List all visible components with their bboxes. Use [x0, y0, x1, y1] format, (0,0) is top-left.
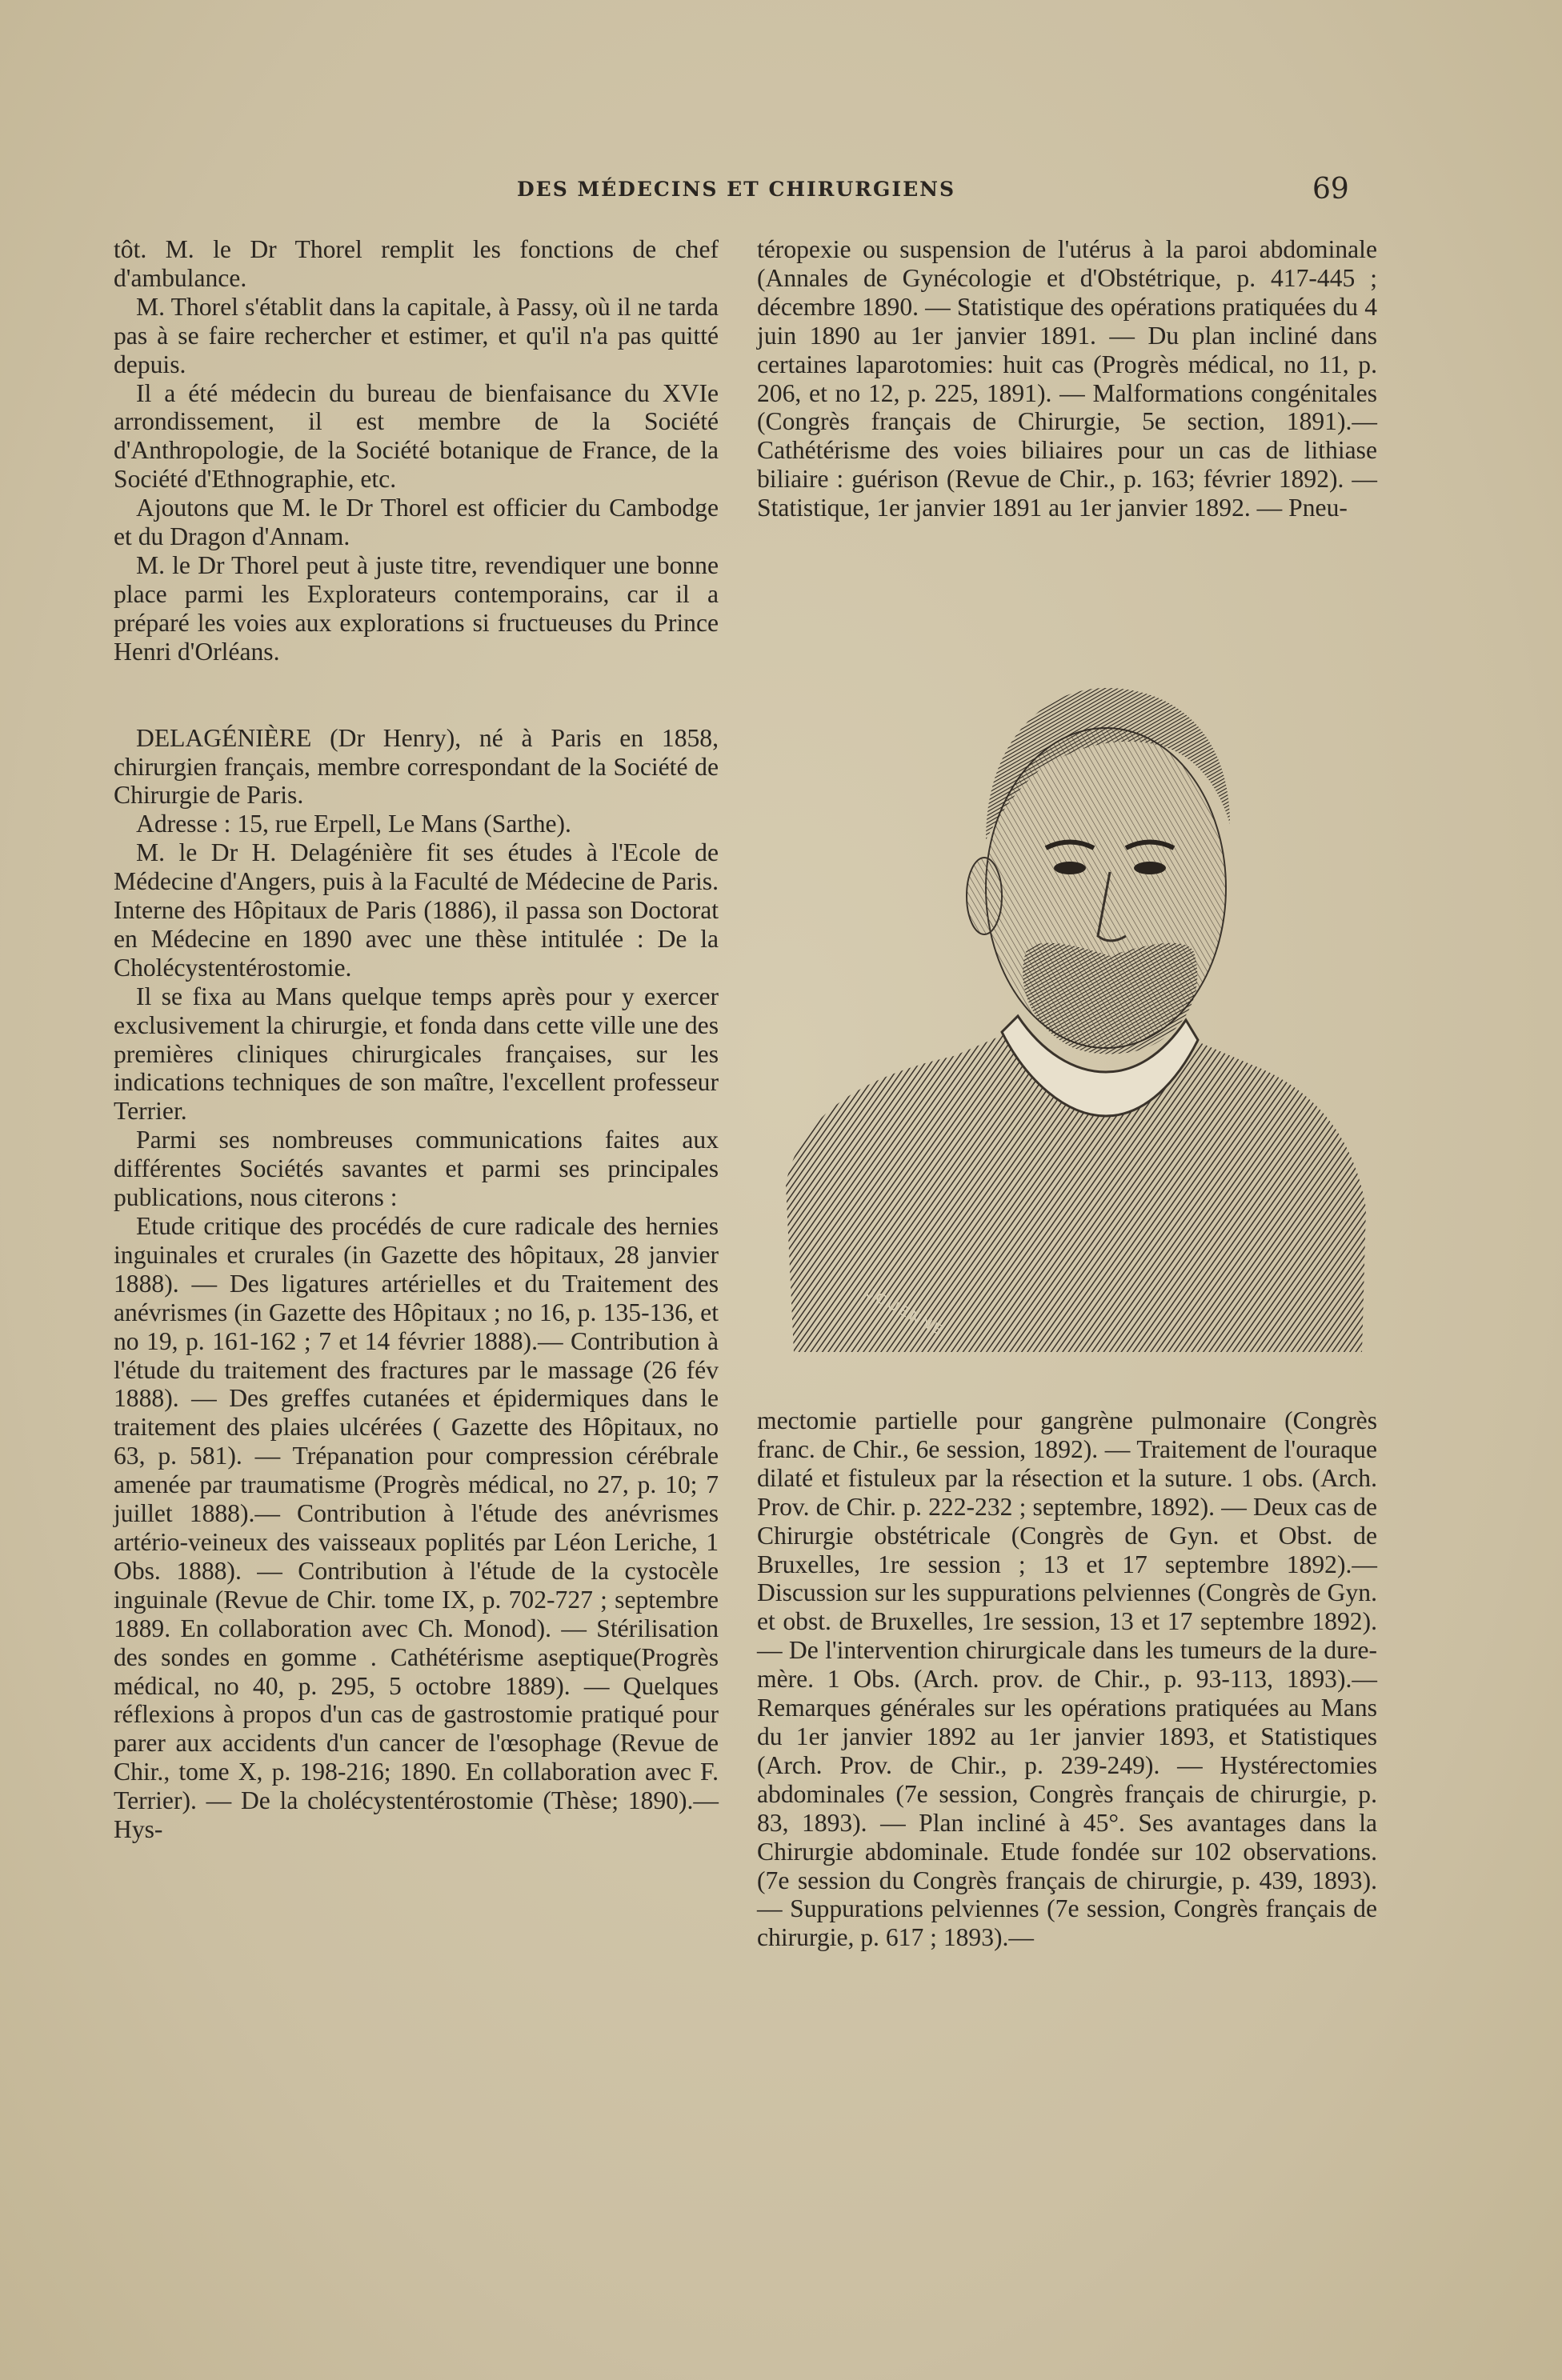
portrait-engraving — [770, 656, 1378, 1360]
publications-continued: téropexie ou suspension de l'utérus à la paroi abdominale (Annales de Gynécologie et d'Obstétrique, p. 417-445 ; décembre 1890. — Statistique des opérations pratiquées du 4 juin 1890 au 1er janvier 1891. — Du plan incliné dans certaines laparotomies: huit cas (Progrès médical, no 11, p. 206, et no 12, p. 225, 1891). — Malformations congénitales (Congrès français de Chirurgie, 5e section, 1891).— Cathétérisme des voies biliaires pour un cas de lithiase biliaire : guérison (Revue de Chir., p. 163; février 1892). — Statistique, 1er janvier 1891 au 1er janvier 1892. — Pneu- — [757, 235, 1377, 522]
thorel-paragraph: Ajoutons que M. le Dr Thorel est officier du Cambodge et du Dragon d'Annam. — [114, 494, 719, 551]
delageniere-paragraph: Parmi ses nombreuses communications faites aux différentes Sociétés savantes et parmi ses principales publications, nous citerons : — [114, 1126, 719, 1212]
delageniere-heading-paragraph: DELAGÉNIÈRE (Dr Henry), né à Paris en 1858, chirurgien français, membre correspondant de la Société de Chirurgie de Paris. — [114, 723, 719, 810]
right-column-bottom — [757, 1406, 1377, 1952]
thorel-paragraph: M. le Dr Thorel peut à juste titre, revendiquer une bonne place parmi les Explorateurs contemporains, car il a préparé les voies aux explorations si fructueuses du Prince Henri d'Orléans. — [114, 550, 719, 666]
right-column-top — [757, 235, 1377, 522]
delageniere-paragraph: Il se fixa au Mans quelque temps après pour y exercer exclusivement la chirurgie, et fonda dans cette ville une des premières cliniques chirurgicales françaises, sur les indications techniques de son maître, l'excellent professeur Terrier. — [114, 982, 719, 1126]
left-column — [114, 235, 719, 1844]
page-number: 69 — [1312, 173, 1349, 206]
delageniere-paragraph: Adresse : 15, rue Erpell, Le Mans (Sarthe). — [136, 810, 571, 838]
section-gap — [114, 666, 719, 724]
publications-list: Etude critique des procédés de cure radicale des hernies inguinales et crurales (in Gazette des hôpitaux, 28 janvier 1888). — Des ligatures artérielles et du Traitement des anévrismes (in Gazette des Hôpitaux ; no 16, p. 135-136, et no 19, p. 161-162 ; 7 et 14 février 1888).— Contribution à l'étude du traitement des fractures par le massage (26 fév 1888). — Des greffes cutanées et épidermiques dans le traitement des plaies ulcérées ( Gazette des Hôpitaux, no 63, p. 581). — Trépanation pour compression cérébrale amenée par traumatisme (Progrès médical, no 27, p. 10; 7 juillet 1888).— Contribution à l'étude des anévrismes artério-veineux des vaisseaux poplités par Léon Leriche, 1 Obs. 1888). — Contribution à l'étude de la cystocèle inguinale (Revue de Chir. tome IX, p. 702-727 ; septembre 1889. En collaboration avec Ch. Monod). — Stérilisation des sondes en gomme . Cathétérisme aseptique(Progrès médical, no 40, p. 295, 5 octobre 1889). — Quelques réflexions à propos d'un cas de gastrostomie pratiqué pour parer aux accidents d'un cancer de l'œsophage (Revue de Chir., tome X, p. 198-216; 1890. En collaboration avec F. Terrier). — De la cholécystentérostomie (Thèse; 1890).—Hys- — [114, 1212, 719, 1844]
thorel-paragraph: Il a été médecin du bureau de bienfaisance du XVIe arrondissement, il est membre de la Société d'Anthropologie, de la Société botanique de France, de la Société d'Ethnographie, etc. — [114, 378, 719, 494]
engraver-signature: JOUENNE — [864, 1284, 948, 1339]
thorel-paragraph: tôt. M. le Dr Thorel remplit les fonctions de chef d'ambulance. — [114, 235, 719, 292]
thorel-paragraph: M. Thorel s'établit dans la capitale, à Passy, où il ne tarda pas à se faire rechercher et estimer, et qu'il n'a pas quitté depuis. — [114, 292, 719, 378]
running-head: DES MÉDECINS ET CHIRURGIENS — [516, 178, 956, 201]
eye-right — [1134, 862, 1166, 874]
delageniere-paragraph: M. le Dr H. Delagénière fit ses études à l'Ecole de Médecine d'Angers, puis à la Faculté de Médecine de Paris. Interne des Hôpitaux de Paris (1886), il passa son Doctorat en Médecine en 1890 avec une thèse intitulée : De la Cholécystentérostomie. — [114, 838, 719, 982]
eye-left — [1054, 862, 1086, 874]
ear-shape — [967, 858, 1002, 934]
publications-continued-2: mectomie partielle pour gangrène pulmonaire (Congrès franc. de Chir., 6e session, 1892). — Traitement de l'ouraque dilaté et fistuleux par la résection et la suture. 1 obs. (Arch. Prov. de Chir. p. 222-232 ; septembre, 1892). — Deux cas de Chirurgie obstétricale (Congrès de Gyn. et Obst. de Bruxelles, 1re session ; 13 et 17 septembre 1892).— Discussion sur les suppurations pelviennes (Congrès de Gyn. et obst. de Bruxelles, 1re session, 13 et 17 septembre 1892). — De l'intervention chirurgicale dans les tumeurs de la dure-mère. 1 Obs. (Arch. prov. de Chir., p. 93-113, 1893).— Remarques générales sur les opérations pratiquées au Mans du 1er janvier 1892 au 1er janvier 1893, et Statistiques (Arch. Prov. de Chir., p. 239-249). — Hystérectomies abdominales (7e session, Congrès français de chirurgie, p. 83, 1893). — Plan incliné à 45°. Ses avantages dans la Chirurgie abdominale. Etude fondée sur 102 observations. (7e session du Congrès français de chirurgie, p. 439, 1893). — Suppurations pelviennes (7e session, Congrès français de chirurgie, p. 617 ; 1893).— — [757, 1406, 1377, 1952]
